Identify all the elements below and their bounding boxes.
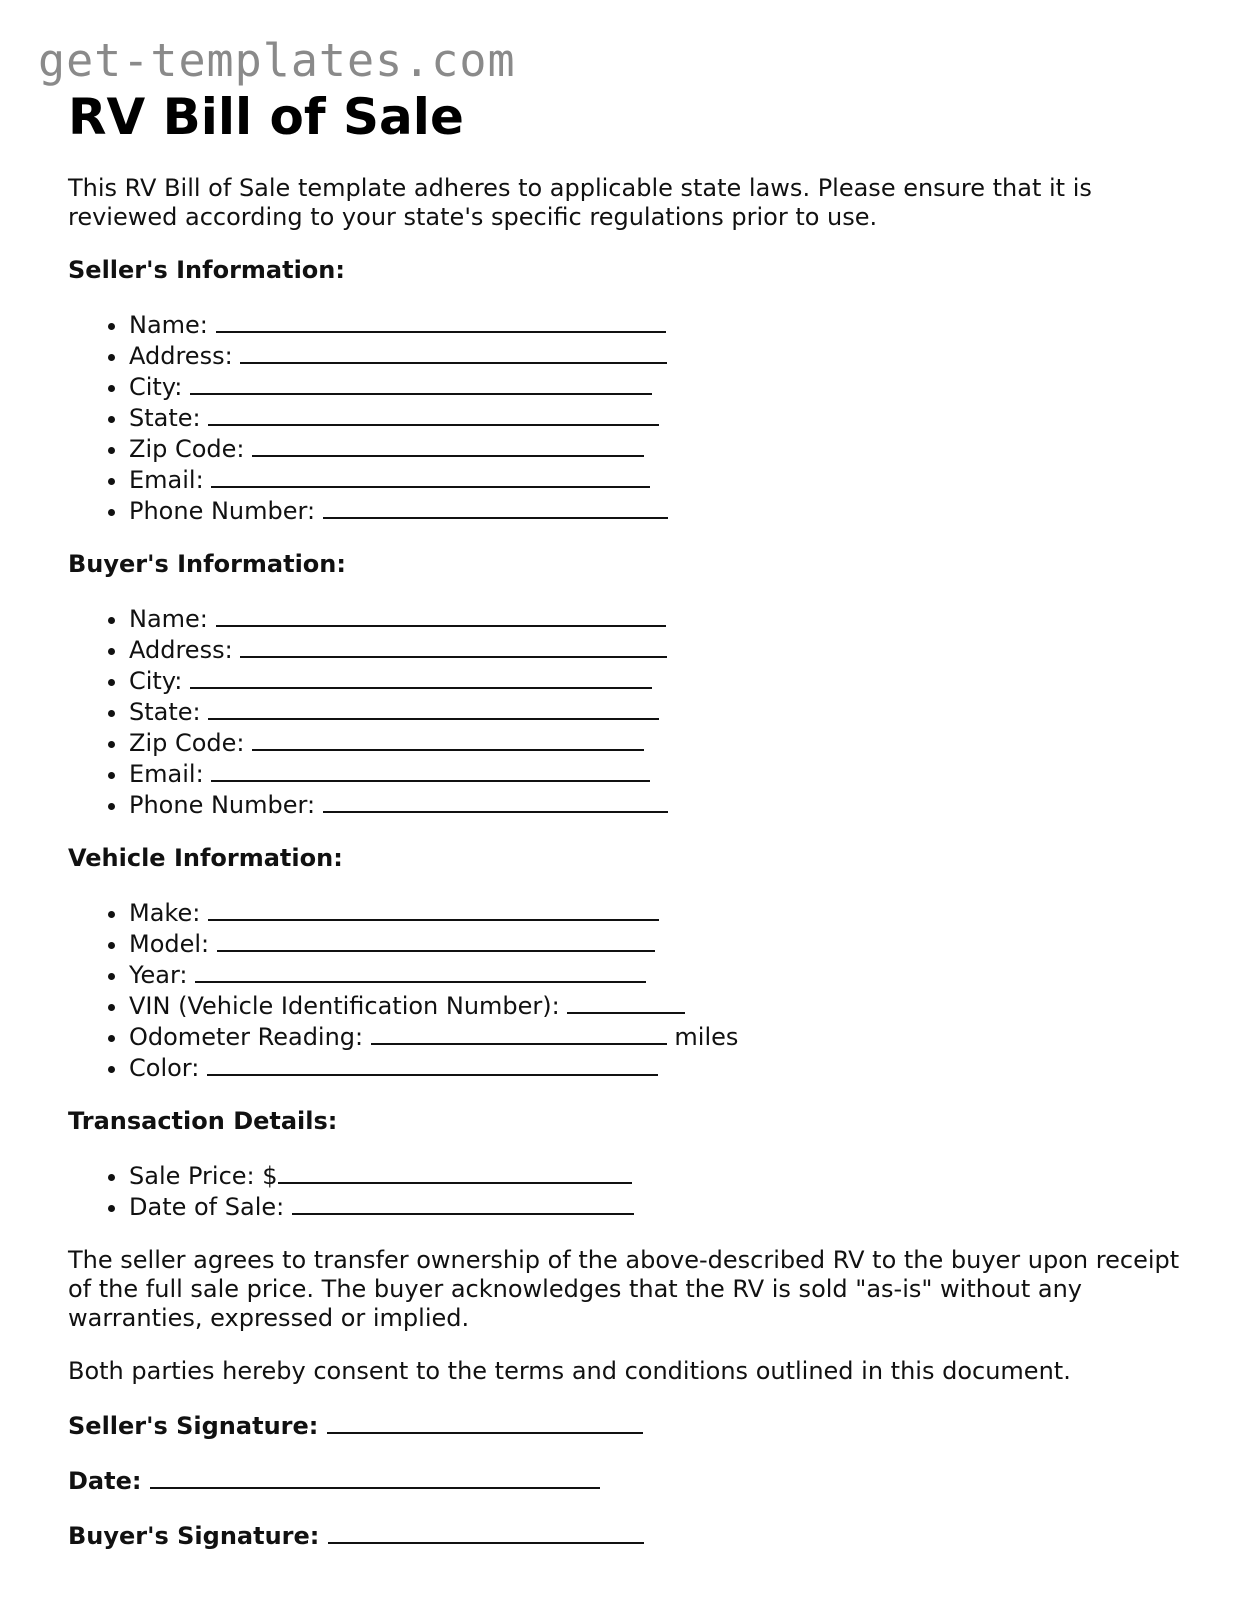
buyer-zip-blank[interactable] bbox=[252, 727, 644, 751]
buyer-section-heading: Buyer's Information: bbox=[68, 550, 346, 578]
seller-signature-line: Seller's Signature: bbox=[68, 1410, 1188, 1441]
seller-name-field: • Name: bbox=[129, 309, 1188, 340]
sale-price-field: • Sale Price: $ bbox=[129, 1160, 1188, 1191]
buyer-zip-field: • Zip Code: bbox=[129, 727, 1188, 758]
date-signature-blank[interactable] bbox=[150, 1465, 600, 1489]
buyer-name-field: • Name: bbox=[129, 603, 1188, 634]
vehicle-make-field: • Make: bbox=[129, 897, 1188, 928]
seller-fields-list bbox=[68, 309, 1188, 526]
buyer-state-field: • State: bbox=[129, 696, 1188, 727]
seller-city-blank[interactable] bbox=[190, 371, 652, 395]
vehicle-year-blank[interactable] bbox=[195, 959, 646, 983]
buyer-state-blank[interactable] bbox=[208, 696, 659, 720]
buyer-city-blank[interactable] bbox=[190, 665, 652, 689]
seller-city-field: • City: bbox=[129, 371, 1188, 402]
seller-phone-field: • Phone Number: bbox=[129, 495, 1188, 526]
seller-address-blank[interactable] bbox=[240, 340, 667, 364]
seller-email-blank[interactable] bbox=[211, 464, 650, 488]
vehicle-color-field: • Color: bbox=[129, 1052, 1188, 1083]
buyer-name-blank[interactable] bbox=[216, 603, 666, 627]
vehicle-make-blank[interactable] bbox=[208, 897, 659, 921]
sale-price-blank[interactable] bbox=[278, 1160, 632, 1184]
buyer-phone-blank[interactable] bbox=[323, 789, 668, 813]
vehicle-model-blank[interactable] bbox=[217, 928, 655, 952]
seller-state-field: • State: bbox=[129, 402, 1188, 433]
seller-state-blank[interactable] bbox=[208, 402, 659, 426]
seller-name-blank[interactable] bbox=[216, 309, 666, 333]
seller-zip-blank[interactable] bbox=[252, 433, 644, 457]
vehicle-odometer-field: • Odometer Reading: miles bbox=[129, 1021, 1188, 1052]
seller-phone-blank[interactable] bbox=[323, 495, 668, 519]
buyer-address-field: • Address: bbox=[129, 634, 1188, 665]
vehicle-odometer-blank[interactable] bbox=[371, 1021, 667, 1045]
consent-paragraph: Both parties hereby consent to the terms and conditions outlined in this document. bbox=[68, 1357, 1071, 1385]
seller-address-field: • Address: bbox=[129, 340, 1188, 371]
intro-paragraph: This RV Bill of Sale template adheres to applicable state laws. Please ensure that it is reviewed according to your state's specific regulations prior to use. bbox=[68, 174, 1092, 231]
seller-section-heading: Seller's Information: bbox=[68, 256, 345, 284]
vehicle-vin-field: • VIN (Vehicle Identification Number): bbox=[129, 990, 1188, 1021]
seller-email-field: • Email: bbox=[129, 464, 1188, 495]
sale-date-blank[interactable] bbox=[292, 1191, 634, 1215]
vehicle-model-field: • Model: bbox=[129, 928, 1188, 959]
transaction-fields-list bbox=[68, 1160, 1188, 1222]
buyer-fields-list bbox=[68, 603, 1188, 820]
seller-signature-blank[interactable] bbox=[327, 1410, 643, 1434]
vehicle-fields-list bbox=[68, 897, 1188, 1083]
buyer-signature-blank[interactable] bbox=[328, 1520, 644, 1544]
watermark: get-templates.com bbox=[38, 34, 516, 87]
buyer-email-field: • Email: bbox=[129, 758, 1188, 789]
transaction-section-heading: Transaction Details: bbox=[68, 1107, 338, 1135]
vehicle-vin-blank[interactable] bbox=[567, 990, 685, 1014]
buyer-city-field: • City: bbox=[129, 665, 1188, 696]
document-title: RV Bill of Sale bbox=[68, 88, 464, 146]
buyer-email-blank[interactable] bbox=[211, 758, 650, 782]
vehicle-color-blank[interactable] bbox=[207, 1052, 658, 1076]
buyer-phone-field: • Phone Number: bbox=[129, 789, 1188, 820]
buyer-address-blank[interactable] bbox=[240, 634, 667, 658]
date-signature-line: Date: bbox=[68, 1465, 1188, 1496]
vehicle-year-field: • Year: bbox=[129, 959, 1188, 990]
vehicle-section-heading: Vehicle Information: bbox=[68, 844, 343, 872]
seller-zip-field: • Zip Code: bbox=[129, 433, 1188, 464]
sale-date-field: • Date of Sale: bbox=[129, 1191, 1188, 1222]
odometer-unit: miles bbox=[674, 1023, 739, 1051]
buyer-signature-line: Buyer's Signature: bbox=[68, 1520, 1188, 1551]
terms-paragraph: The seller agrees to transfer ownership of the above-described RV to the buyer upon receipt of the full sale price. The buyer acknowledges that the RV is sold "as-is" without any warranties, expressed or implied. bbox=[68, 1246, 1180, 1332]
document-body bbox=[68, 84, 1188, 1551]
